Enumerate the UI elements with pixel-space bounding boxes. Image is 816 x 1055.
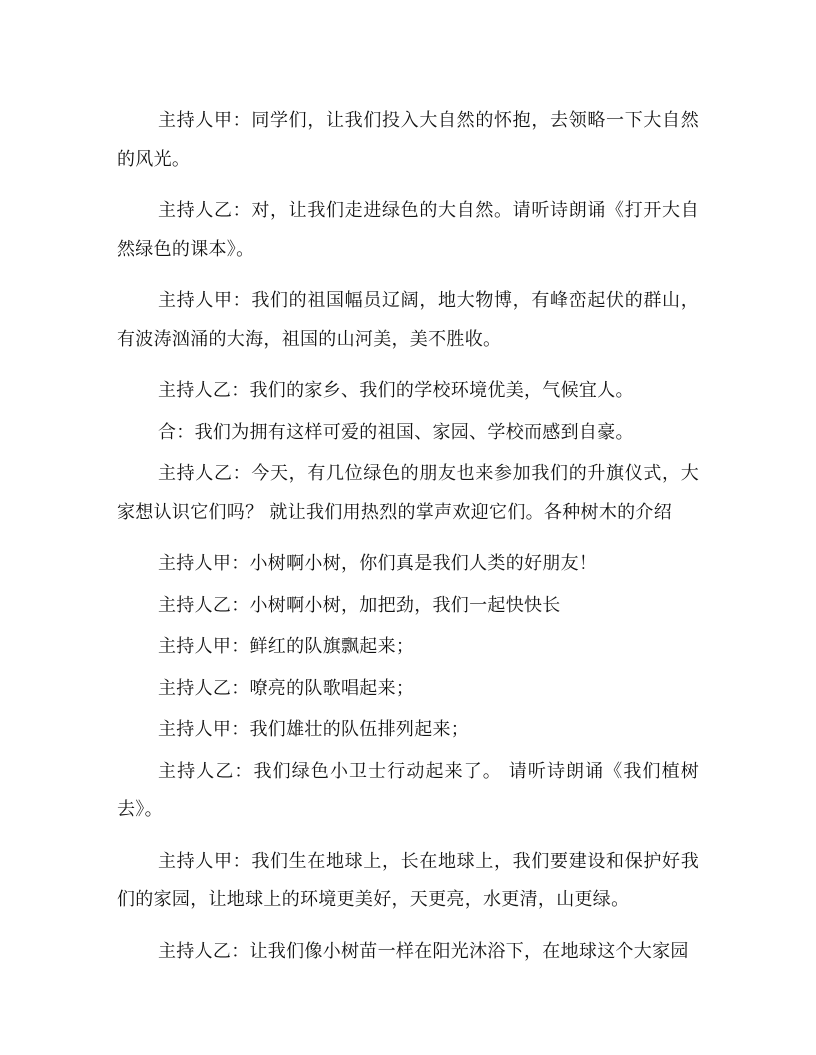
paragraph: 主持人乙：我们的家乡、我们的学校环境优美，气候宜人。: [158, 380, 634, 401]
paragraph: 主持人乙：对，让我们走进绿色的大自然。请听诗朗诵《打开大自然绿色的课本》。: [117, 200, 699, 260]
document-body: [117, 102, 699, 984]
paragraph: 合：我们为拥有这样可爱的祖国、家园、学校而感到自豪。: [158, 421, 634, 443]
paragraph: 主持人乙：让我们像小树苗一样在阳光沐浴下，在地球这个大家园: [158, 940, 689, 962]
paragraph: 主持人甲：小树啊小树，你们真是我们人类的好朋友！: [158, 553, 598, 574]
paragraph: 主持人甲：鲜红的队旗飘起来；: [158, 636, 415, 657]
paragraph: 主持人乙：我们绿色小卫士行动起来了。 请听诗朗诵《我们植树去》。: [117, 760, 699, 820]
paragraph: 主持人乙：嘹亮的队歌唱起来；: [158, 677, 415, 699]
paragraph: 主持人乙：今天，有几位绿色的朋友也来参加我们的升旗仪式，大家想认识它们吗？ 就让我们用热烈的掌声欢迎它们。各种树木的介绍: [117, 463, 699, 523]
paragraph: 主持人甲：同学们，让我们投入大自然的怀抱，去领略一下大自然的风光。: [117, 110, 699, 170]
paragraph: 主持人甲：我们的祖国幅员辽阔，地大物博，有峰峦起伏的群山，有波涛汹涌的大海，祖国的山河美，美不胜收。: [117, 290, 699, 350]
paragraph: 主持人乙：小树啊小树，加把劲，我们一起快快长: [158, 594, 561, 616]
paragraph: 主持人甲：我们生在地球上，长在地球上，我们要建设和保护好我们的家园，让地球上的环境更美好，天更亮，水更清，山更绿。: [117, 850, 699, 910]
paragraph: 主持人甲：我们雄壮的队伍排列起来；: [158, 719, 470, 740]
